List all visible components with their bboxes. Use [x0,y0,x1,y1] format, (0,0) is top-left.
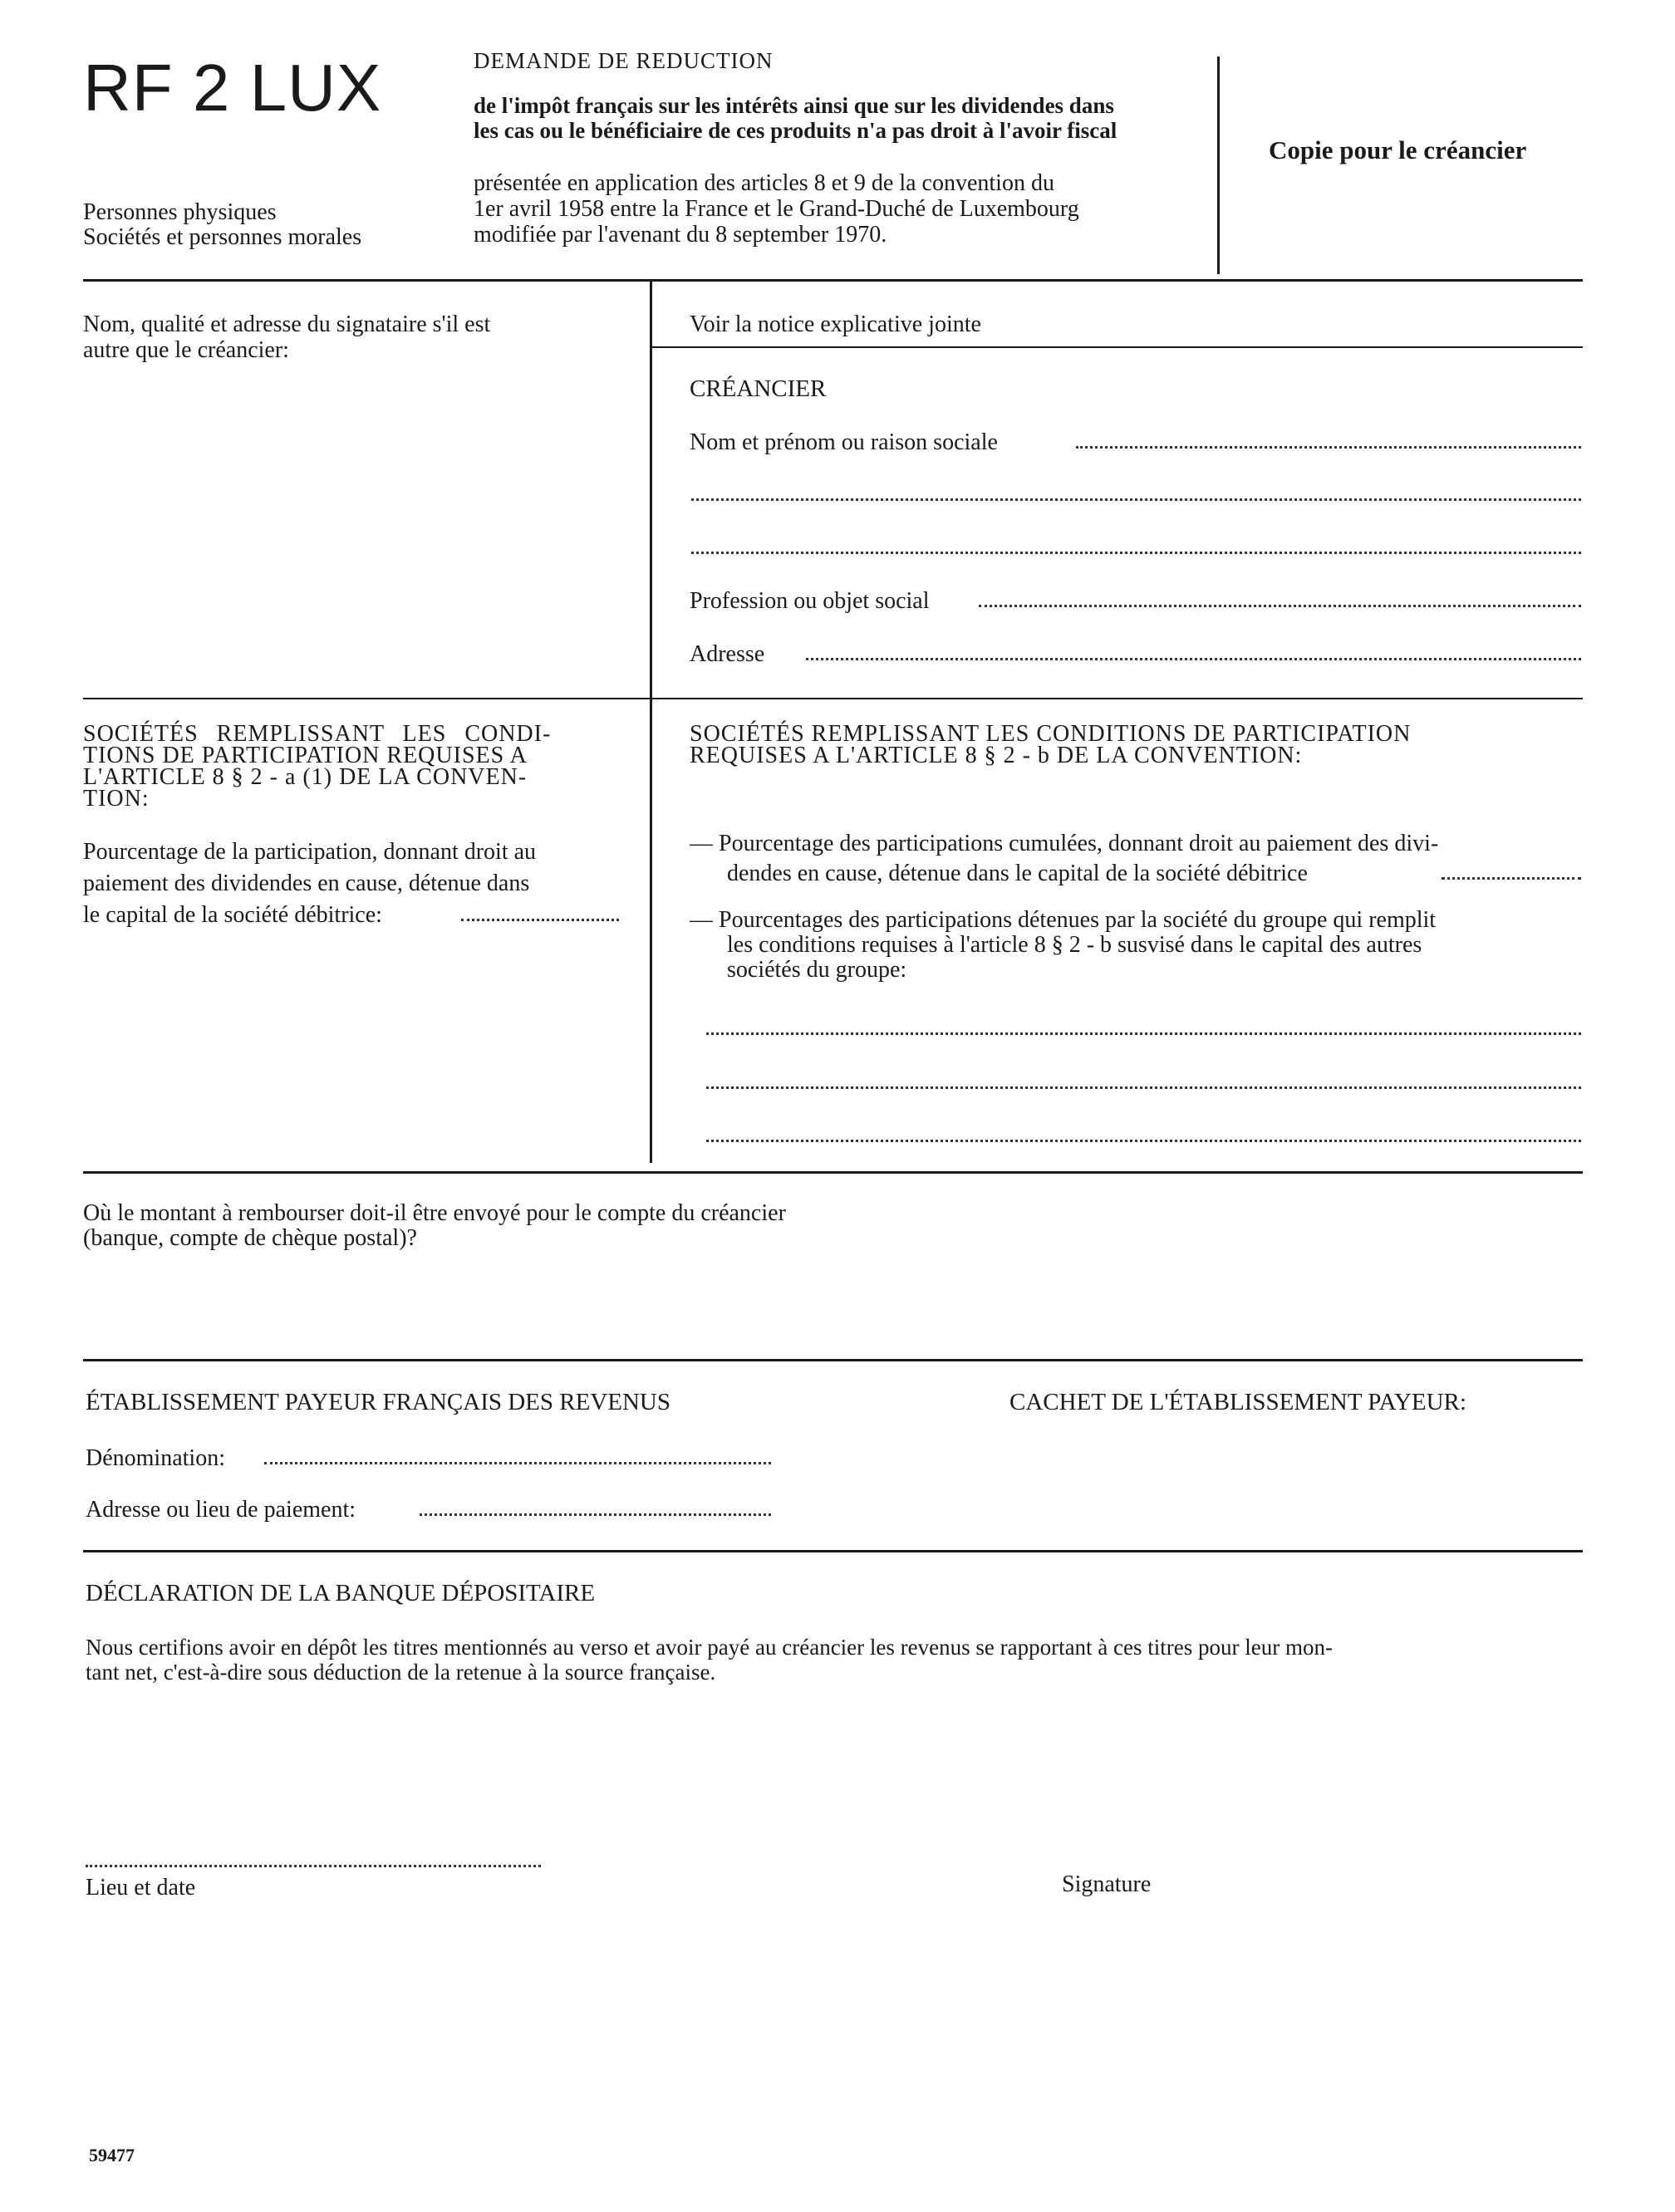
participation-a-heading-1: SOCIÉTÉS REMPLISSANT LES CONDI- [83,721,552,747]
creditor-name-field[interactable] [1076,446,1581,449]
declaration-text-1: Nous certifions avoir en dépôt les titres mentionnés au verso et avoir payé au créancier les revenus se rapportant à ces titres pour leur mon- [86,1635,1333,1660]
request-subtitle-1: de l'impôt français sur les intérêts ainsi que sur les dividendes dans [474,93,1114,118]
signatory-label-1: Nom, qualité et adresse du signataire s'il est [83,311,491,337]
creditor-profession-label: Profession ou objet social [690,588,930,614]
refund-question-2: (banque, compte de chèque postal)? [83,1225,417,1251]
participation-a-heading-2: TIONS DE PARTICIPATION REQUISES A [83,743,528,768]
stamp-heading: CACHET DE L'ÉTABLISSEMENT PAYEUR: [1009,1389,1466,1415]
participation-a-text-3: le capital de la société débitrice: [83,902,382,928]
header-divider [1217,56,1220,274]
participation-b-item2-2: les conditions requises à l'article 8 § 2 - b susvisé dans le capital des autres [727,932,1422,958]
form-number: 59477 [89,2145,135,2165]
participation-b-item2-1: — Pourcentages des participations détenues par la société du groupe qui remplit [690,907,1437,933]
participation-b-group-field-3[interactable] [706,1140,1581,1142]
signature-label: Signature [1062,1871,1152,1897]
participation-a-text-2: paiement des dividendes en cause, détenue dans [83,871,530,896]
declaration-text-2: tant net, c'est-à-dire sous déduction de la retenue à la source française. [86,1660,716,1685]
legal-basis-2: 1er avril 1958 entre la France et le Grand-Duché de Luxembourg [474,196,1079,222]
participation-b-item1-1: — Pourcentage des participations cumulées, donnant droit au paiement des divi- [690,831,1439,856]
request-title: DEMANDE DE REDUCTION [474,48,774,73]
creditor-address-field[interactable] [806,658,1581,660]
payer-denomination-label: Dénomination: [86,1445,225,1471]
persons-type-1: Personnes physiques [83,199,277,225]
legal-basis-3: modifiée par l'avenant du 8 september 1970. [474,222,887,248]
request-subtitle-2: les cas ou le bénéficiaire de ces produits n'a pas droit à l'avoir fiscal [474,118,1117,143]
participation-b-item2-3: sociétés du groupe: [727,957,907,983]
payer-denomination-field[interactable] [264,1462,771,1464]
legal-basis-1: présentée en application des articles 8 et 9 de la convention du [474,170,1054,196]
participation-rule-right [652,698,1583,699]
signatory-label-2: autre que le créancier: [83,337,289,363]
participation-a-heading-3: L'ARTICLE 8 § 2 - a (1) DE LA CONVEN- [83,764,528,790]
participation-a-text-1: Pourcentage de la participation, donnant droit au [83,839,537,865]
creditor-name-field-line2[interactable] [691,498,1581,501]
participation-b-item1-2: dendes en cause, détenue dans le capital de la société débitrice [727,861,1308,886]
place-date-field[interactable] [86,1865,541,1867]
creditor-top-rule [652,346,1583,348]
participation-b-cumulated-field[interactable] [1442,877,1581,880]
participation-b-heading-1: SOCIÉTÉS REMPLISSANT LES CONDITIONS DE PARTICIPATION [690,721,1412,747]
declaration-rule [83,1550,1583,1552]
header-rule [83,279,1583,282]
refund-rule [83,1171,1583,1174]
refund-question-1: Où le montant à rembourser doit-il être envoyé pour le compte du créancier [83,1200,786,1226]
participation-b-group-field-1[interactable] [706,1032,1581,1035]
middle-divider [650,281,652,1163]
place-date-label: Lieu et date [86,1875,196,1901]
payer-address-label: Adresse ou lieu de paiement: [86,1497,356,1523]
participation-rule-left [83,698,650,699]
payer-rule [83,1359,1583,1361]
notice-text: Voir la notice explicative jointe [690,311,981,337]
payer-address-field[interactable] [420,1513,771,1516]
copy-label: Copie pour le créancier [1269,135,1527,164]
participation-a-heading-4: TION: [83,786,150,812]
participation-b-heading-2: REQUISES A L'ARTICLE 8 § 2 - b DE LA CONVENTION: [690,743,1303,768]
participation-a-percentage-field[interactable] [461,919,619,921]
participation-b-group-field-2[interactable] [706,1086,1581,1089]
declaration-heading: DÉCLARATION DE LA BANQUE DÉPOSITAIRE [86,1580,596,1606]
creditor-heading: CRÉANCIER [690,375,827,402]
creditor-address-label: Adresse [690,641,765,667]
payer-heading: ÉTABLISSEMENT PAYEUR FRANÇAIS DES REVENUS [86,1389,671,1415]
creditor-name-label: Nom et prénom ou raison sociale [690,429,998,455]
creditor-profession-field[interactable] [979,605,1581,607]
persons-type-2: Sociétés et personnes morales [83,224,362,250]
creditor-name-field-line3[interactable] [691,552,1581,554]
form-code: RF 2 LUX [83,51,382,125]
